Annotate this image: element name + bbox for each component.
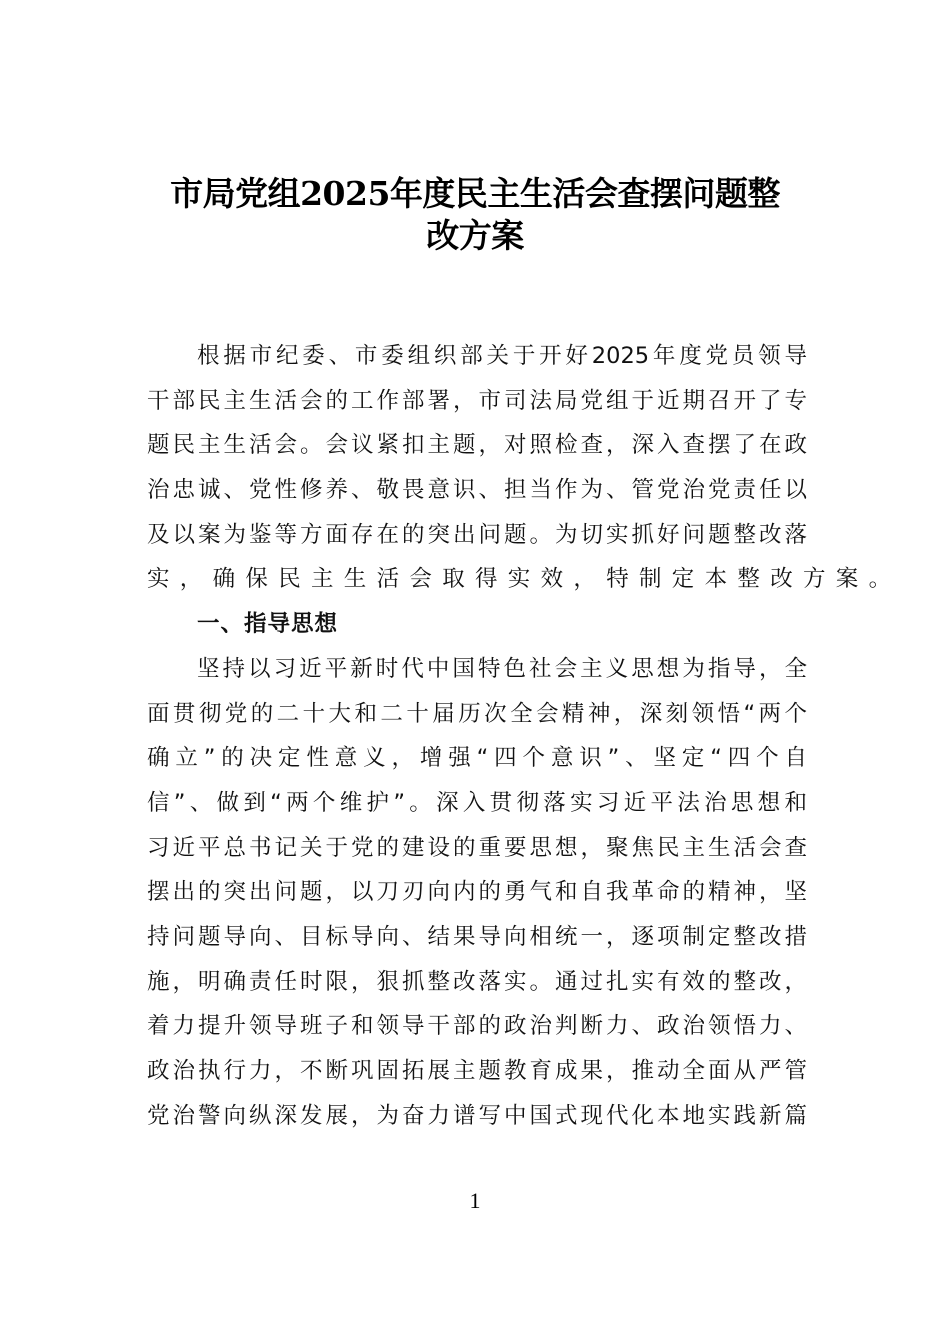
intro-paragraph: [147, 334, 902, 602]
guiding-ideology-paragraph: [147, 647, 807, 1139]
paragraph-line: 信”、做到“两个维护”。深入贯彻落实习近平法治思想和: [147, 789, 807, 816]
intro-line: 题民主生活会。会议紧扣主题，对照检查，深入查摆了在政: [147, 432, 807, 459]
paragraph-line: 着力提升领导班子和领导干部的政治判断力、政治领悟力、: [147, 1013, 807, 1040]
document-title-line-1: 市局党组2025年度民主生活会查摆问题整: [170, 174, 780, 213]
document-body: [147, 334, 902, 1138]
intro-line: 根据市纪委、市委组织部关于开好2025年度党员领导: [197, 343, 807, 369]
paragraph-line: 坚持以习近平新时代中国特色社会主义思想为指导，全: [197, 655, 807, 682]
intro-line: 治忠诚、党性修养、敬畏意识、担当作为、管党治党责任以: [147, 477, 807, 504]
paragraph-line: 政治执行力，不断巩固拓展主题教育成果，推动全面从严管: [147, 1058, 807, 1084]
paragraph-line: 摆出的突出问题，以刀刃向内的勇气和自我革命的精神，坚: [147, 879, 807, 906]
paragraph-line: 持问题导向、目标导向、结果导向相统一，逐项制定整改措: [147, 923, 807, 950]
paragraph-line: 面贯彻党的二十大和二十届历次全会精神，深刻领悟“两个: [147, 700, 807, 727]
paragraph-line: 习近平总书记关于党的建设的重要思想，聚焦民主生活会查: [147, 834, 807, 861]
paragraph-line: 确立”的决定性意义，增强“四个意识”、坚定“四个自: [147, 745, 807, 772]
paragraph-line: 施，明确责任时限，狠抓整改落实。通过扎实有效的整改，: [147, 968, 807, 995]
intro-line: 干部民主生活会的工作部署，市司法局党组于近期召开了专: [147, 387, 807, 414]
paragraph-line: 党治警向纵深发展，为奋力谱写中国式现代化本地实践新篇: [147, 1102, 807, 1129]
page-number: 1: [469, 1188, 481, 1213]
intro-line: 及以案为鉴等方面存在的突出问题。为切实抓好问题整改落: [147, 521, 807, 548]
intro-line: 实，确保民主生活会取得实效，特制定本整改方案。: [147, 566, 902, 593]
section-heading: 一、指导思想: [197, 611, 339, 638]
document-title-line-2: 改方案: [426, 216, 524, 255]
